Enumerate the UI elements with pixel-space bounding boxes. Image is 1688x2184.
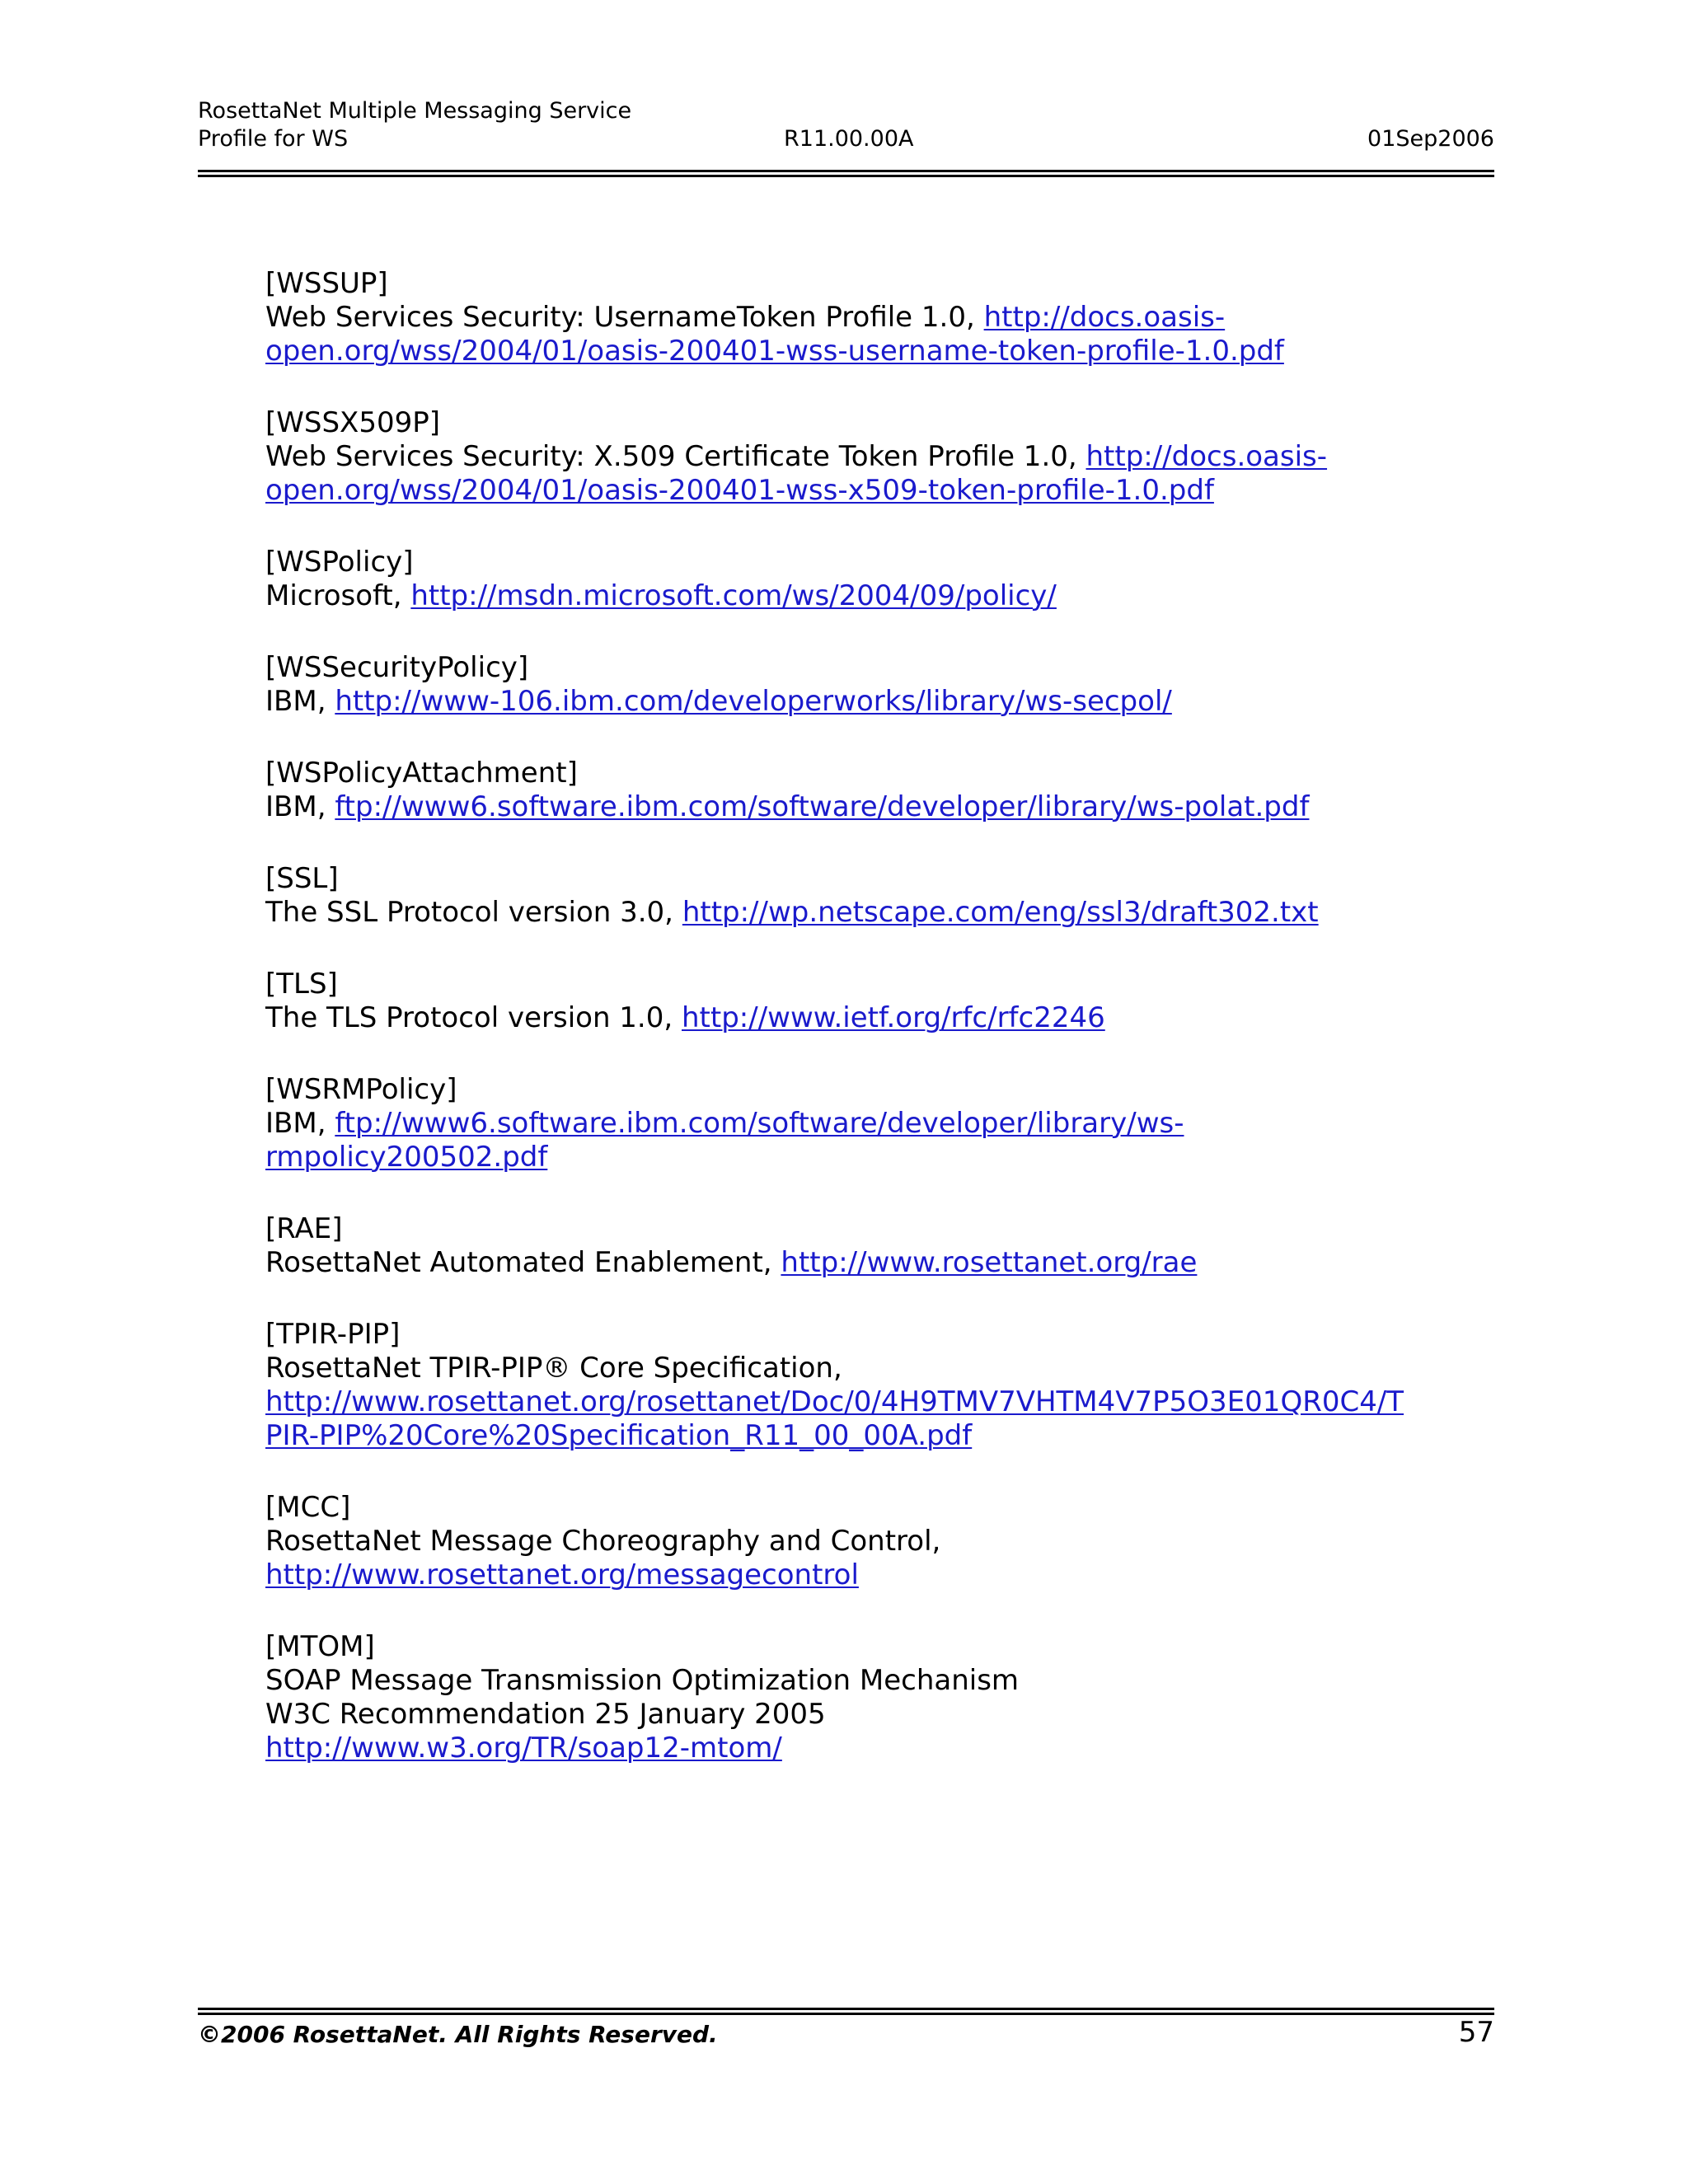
reference-line xyxy=(265,474,1502,508)
reference-link[interactable]: PIR-PIP%20Core%20Specification_R11_00_00A.pdf xyxy=(265,1419,973,1452)
reference-text: Web Services Security: X.509 Certificate Token Profile 1.0, xyxy=(265,440,1086,473)
reference-link[interactable]: http://wp.netscape.com/eng/ssl3/draft302.txt xyxy=(682,896,1319,929)
reference-tag: [WSPolicyAttachment] xyxy=(265,757,578,790)
reference-text: W3C Recommendation 25 January 2005 xyxy=(265,1698,826,1731)
reference-mtom xyxy=(265,1630,1502,1765)
reference-mcc xyxy=(265,1491,1502,1592)
reference-text: IBM, xyxy=(265,790,335,823)
references-list xyxy=(265,267,1502,1803)
reference-line xyxy=(265,335,1502,368)
reference-text: SOAP Message Transmission Optimization Mechanism xyxy=(265,1664,1020,1697)
reference-tag: [TPIR-PIP] xyxy=(265,1318,401,1351)
reference-tag: [WSPolicy] xyxy=(265,546,414,579)
reference-ssl xyxy=(265,862,1502,930)
reference-tag: [RAE] xyxy=(265,1212,343,1245)
reference-tag: [WSSecurityPolicy] xyxy=(265,651,529,684)
reference-text: RosettaNet Automated Enablement, xyxy=(265,1246,781,1279)
reference-wspolicy xyxy=(265,546,1502,613)
header-subtitle: Profile for WS xyxy=(198,126,349,152)
reference-text: The TLS Protocol version 1.0, xyxy=(265,1001,682,1034)
header-version: R11.00.00A xyxy=(784,126,914,152)
reference-line xyxy=(265,1419,1502,1453)
reference-wssup xyxy=(265,267,1502,368)
reference-text: Web Services Security: UsernameToken Profile 1.0, xyxy=(265,301,984,334)
reference-text: RosettaNet Message Choreography and Control, xyxy=(265,1525,941,1558)
reference-tag: [MTOM] xyxy=(265,1630,375,1663)
reference-tpir-pip xyxy=(265,1318,1502,1453)
reference-tag: [SSL] xyxy=(265,862,339,895)
reference-link[interactable]: http://msdn.microsoft.com/ws/2004/09/policy/ xyxy=(410,579,1057,612)
reference-text: The SSL Protocol version 3.0, xyxy=(265,896,682,929)
reference-link[interactable]: open.org/wss/2004/01/oasis-200401-wss-x509-token-profile-1.0.pdf xyxy=(265,474,1214,507)
reference-line xyxy=(265,301,1502,335)
header-title: RosettaNet Multiple Messaging Service xyxy=(198,98,632,124)
reference-line xyxy=(265,1001,1502,1035)
reference-line xyxy=(265,1558,1502,1592)
header-date: 01Sep2006 xyxy=(1367,126,1494,152)
reference-link[interactable]: ftp://www6.software.ibm.com/software/developer/library/ws- xyxy=(335,1107,1184,1140)
reference-link[interactable]: http://www.w3.org/TR/soap12-mtom/ xyxy=(265,1732,782,1765)
reference-tag: [WSSX509P] xyxy=(265,406,441,439)
reference-line xyxy=(265,1107,1502,1141)
reference-link[interactable]: http://www.ietf.org/rfc/rfc2246 xyxy=(682,1001,1105,1034)
reference-line xyxy=(265,579,1502,613)
reference-line xyxy=(265,1246,1502,1280)
reference-text: IBM, xyxy=(265,1107,335,1140)
reference-text: RosettaNet TPIR-PIP® Core Specification, xyxy=(265,1352,842,1385)
reference-link[interactable]: ftp://www6.software.ibm.com/software/developer/library/ws-polat.pdf xyxy=(335,790,1310,823)
reference-link[interactable]: open.org/wss/2004/01/oasis-200401-wss-username-token-profile-1.0.pdf xyxy=(265,335,1284,368)
reference-rae xyxy=(265,1212,1502,1280)
reference-link[interactable]: http://www.rosettanet.org/rae xyxy=(781,1246,1198,1279)
reference-wspolicyattachment xyxy=(265,757,1502,824)
reference-line xyxy=(265,440,1502,474)
reference-tag: [WSRMPolicy] xyxy=(265,1073,457,1106)
reference-tag: [WSSUP] xyxy=(265,267,388,300)
reference-wsrmpolicy xyxy=(265,1073,1502,1174)
header-rule xyxy=(198,170,1494,177)
page-header xyxy=(198,97,1494,153)
header-row xyxy=(198,125,1494,153)
reference-text: IBM, xyxy=(265,685,335,718)
reference-line xyxy=(265,1141,1502,1174)
reference-text: Microsoft, xyxy=(265,579,411,612)
reference-link[interactable]: http://www-106.ibm.com/developerworks/library/ws-secpol/ xyxy=(335,685,1172,718)
reference-link[interactable]: http://docs.oasis- xyxy=(1085,440,1328,473)
reference-link[interactable]: http://docs.oasis- xyxy=(983,301,1226,334)
reference-wssecuritypolicy xyxy=(265,651,1502,719)
reference-line xyxy=(265,1732,1502,1765)
reference-tag: [MCC] xyxy=(265,1491,351,1524)
reference-wssx509p xyxy=(265,406,1502,508)
reference-line xyxy=(265,896,1502,930)
reference-link[interactable]: rmpolicy200502.pdf xyxy=(265,1141,548,1174)
reference-line xyxy=(265,790,1502,824)
reference-line xyxy=(265,685,1502,719)
footer-rule xyxy=(198,2008,1494,2015)
page-number: 57 xyxy=(1458,2016,1494,2049)
reference-tls xyxy=(265,968,1502,1035)
reference-link[interactable]: http://www.rosettanet.org/rosettanet/Doc/0/4H9TMV7VHTM4V7P5O3E01QR0C4/T xyxy=(265,1385,1404,1418)
reference-line xyxy=(265,1385,1502,1419)
footer-copyright: ©2006 RosettaNet. All Rights Reserved. xyxy=(198,2021,718,2048)
reference-tag: [TLS] xyxy=(265,968,338,1001)
reference-link[interactable]: http://www.rosettanet.org/messagecontrol xyxy=(265,1558,859,1591)
